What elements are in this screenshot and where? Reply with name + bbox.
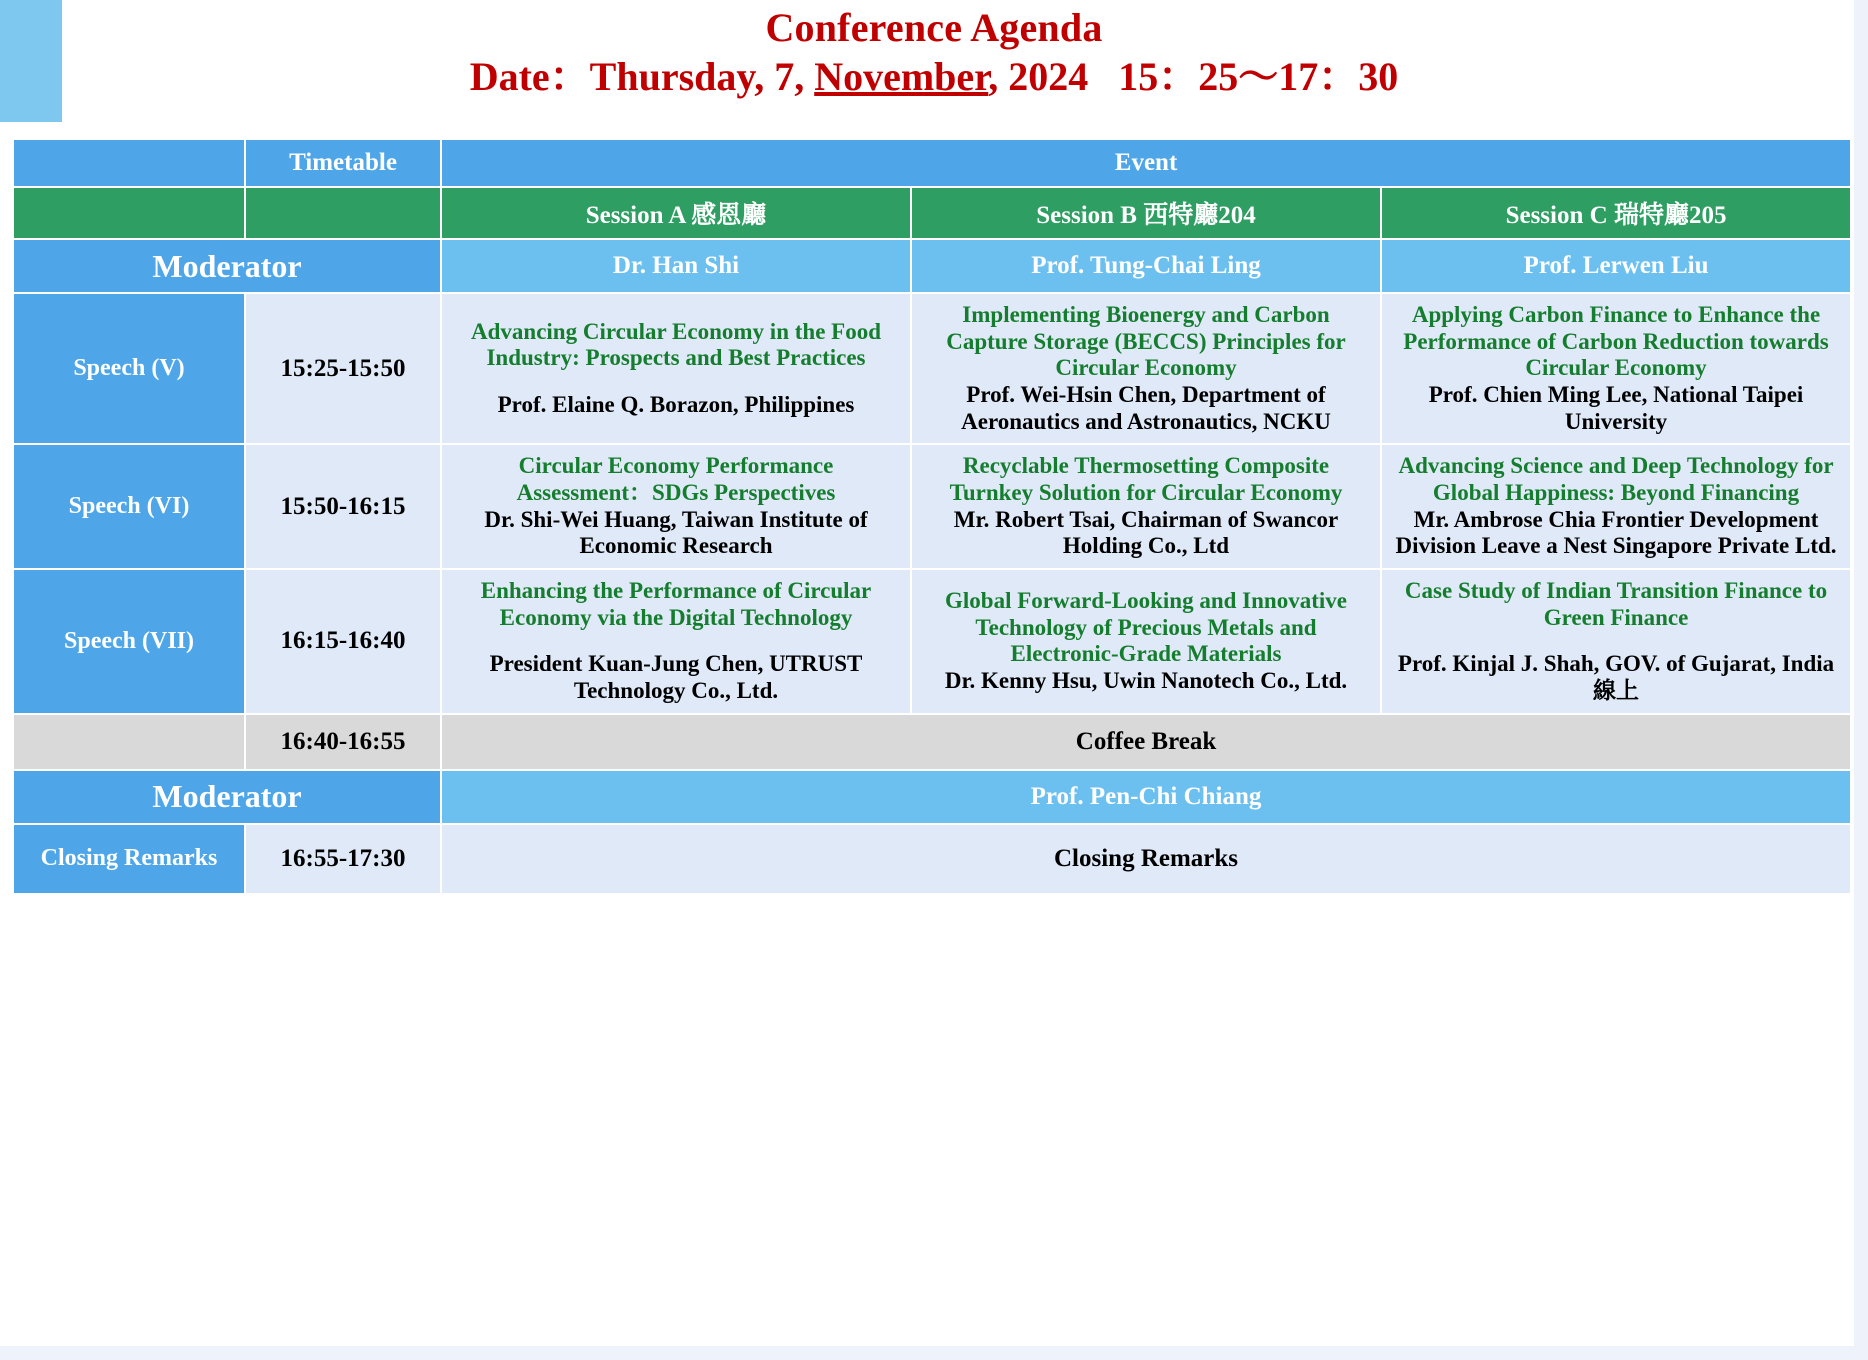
header-session-c: Session C 瑞特廳205: [1381, 187, 1851, 239]
speech-gap: [1392, 631, 1840, 651]
speech-topic: Advancing Circular Economy in the Food Industry: Prospects and Best Practices: [471, 318, 881, 371]
speech-cell-session-a: [441, 293, 911, 444]
speech-topic: Recyclable Thermosetting Composite Turnkey Solution for Circular Economy: [949, 453, 1343, 506]
title-line-1: Conference Agenda: [765, 5, 1103, 50]
speech-speaker: Prof. Wei-Hsin Chen, Department of Aeronautics and Astronautics, NCKU: [961, 382, 1331, 434]
agenda-table: [12, 138, 1852, 895]
speech-topic: Implementing Bioenergy and Carbon Capture Storage (BECCS) Principles for Circular Economy: [946, 302, 1346, 381]
table-header-row-1: [13, 139, 1851, 187]
closing-remarks-text: Closing Remarks: [441, 824, 1851, 894]
closing-remarks-label: Closing Remarks: [13, 824, 245, 894]
speech-cell-session-a: [441, 569, 911, 714]
speech-speaker: Mr. Robert Tsai, Chairman of Swancor Holding Co., Ltd: [953, 506, 1339, 559]
speech-speaker: Prof. Chien Ming Lee, National Taipei University: [1428, 382, 1804, 434]
speech-cell-session-c: [1381, 293, 1851, 444]
speech-gap: [452, 372, 900, 392]
coffee-break-row: [13, 714, 1851, 770]
speech-label: Speech (V): [13, 293, 245, 444]
speech-time: 15:25-15:50: [245, 293, 441, 444]
moderator-session-c: Prof. Lerwen Liu: [1381, 239, 1851, 293]
moderator-label-1: Moderator: [13, 239, 441, 293]
header-timetable: Timetable: [245, 139, 441, 187]
speech-cell-session-b: [911, 293, 1381, 444]
speech-speaker: Prof. Kinjal J. Shah, GOV. of Gujarat, India 線上: [1397, 651, 1835, 704]
closing-remarks-row: [13, 824, 1851, 894]
speech-topic: Applying Carbon Finance to Enhance the Performance of Carbon Reduction towards Circular Economy: [1403, 302, 1829, 381]
table-row: [13, 444, 1851, 569]
speech-topic: Circular Economy Performance Assessment：SDGs Perspectives: [516, 453, 836, 506]
speech-speaker: Prof. Elaine Q. Borazon, Philippines: [497, 392, 855, 418]
speech-topic: Case Study of Indian Transition Finance to Green Finance: [1404, 578, 1828, 630]
speech-cell-session-a: [441, 444, 911, 569]
page-title: [0, 0, 1868, 102]
decorative-bottom-edge: [0, 1346, 1868, 1360]
speech-time: 16:15-16:40: [245, 569, 441, 714]
header-green-blank-2: [245, 187, 441, 239]
speech-label: Speech (VII): [13, 569, 245, 714]
speech-cell-session-b: [911, 569, 1381, 714]
speech-speaker: President Kuan-Jung Chen, UTRUST Technology Co., Ltd.: [489, 651, 863, 704]
title-line-2: [0, 53, 1868, 102]
speech-speaker: Dr. Shi-Wei Huang, Taiwan Institute of Economic Research: [484, 506, 868, 559]
speech-label: Speech (VI): [13, 444, 245, 569]
title-date-suffix: , 2024 15：25～17：30: [988, 53, 1399, 99]
speech-gap: [452, 631, 900, 651]
speech-speaker: Dr. Kenny Hsu, Uwin Nanotech Co., Ltd.: [944, 668, 1348, 694]
moderator-session-b: Prof. Tung-Chai Ling: [911, 239, 1381, 293]
moderator-row-1: [13, 239, 1851, 293]
moderator-row-2: [13, 770, 1851, 824]
speech-cell-session-c: [1381, 444, 1851, 569]
coffee-break-blank: [13, 714, 245, 770]
speech-cell-session-b: [911, 444, 1381, 569]
header-green-blank-1: [13, 187, 245, 239]
decorative-right-edge: [1854, 0, 1868, 1360]
speech-topic: Global Forward-Looking and Innovative Technology of Precious Metals and Electronic-Grade Materials: [945, 588, 1347, 667]
speech-cell-session-c: [1381, 569, 1851, 714]
speech-topic: Advancing Science and Deep Technology for Global Happiness: Beyond Financing: [1398, 453, 1834, 506]
header-session-b: Session B 西特廳204: [911, 187, 1381, 239]
coffee-break-time: 16:40-16:55: [245, 714, 441, 770]
table-header-row-2: [13, 187, 1851, 239]
moderator-session-a: Dr. Han Shi: [441, 239, 911, 293]
moderator-label-2: Moderator: [13, 770, 441, 824]
title-date-month: November: [814, 53, 989, 99]
table-row: [13, 293, 1851, 444]
header-corner-blank: [13, 139, 245, 187]
table-row: [13, 569, 1851, 714]
title-date-prefix: Date：Thursday, 7,: [469, 53, 815, 99]
moderator-name-2: Prof. Pen-Chi Chiang: [441, 770, 1851, 824]
speech-time: 15:50-16:15: [245, 444, 441, 569]
speech-speaker: Mr. Ambrose Chia Frontier Development Division Leave a Nest Singapore Private Ltd.: [1395, 506, 1837, 559]
speech-topic: Enhancing the Performance of Circular Economy via the Digital Technology: [480, 578, 872, 630]
header-event: Event: [441, 139, 1851, 187]
coffee-break-label: Coffee Break: [441, 714, 1851, 770]
closing-remarks-time: 16:55-17:30: [245, 824, 441, 894]
header-session-a: Session A 感恩廳: [441, 187, 911, 239]
